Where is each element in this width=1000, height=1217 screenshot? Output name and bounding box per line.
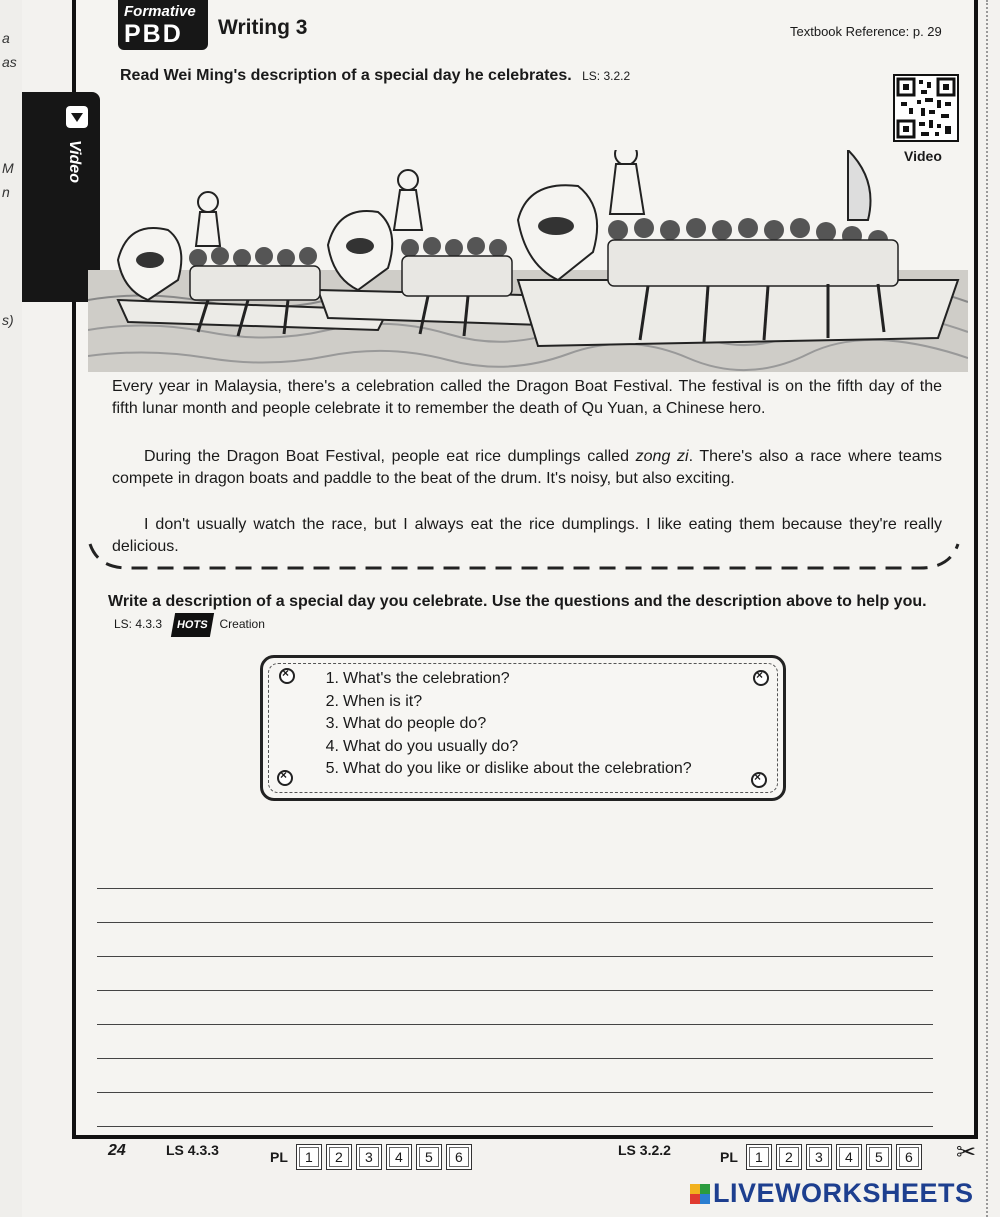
logo-text: LIVEWORKSHEETS xyxy=(713,1178,974,1208)
scissors-icon: ✂ xyxy=(956,1139,977,1166)
guide-question: 5. What do you like or dislike about the celebration? xyxy=(325,760,692,777)
p2-text-after: . There's also a race where teams compete in dragon boats and paddle to the beat of the drum. It's noisy, but also exciting. xyxy=(112,448,943,487)
writing-line[interactable] xyxy=(97,1093,933,1127)
pl-rating-right xyxy=(720,1142,922,1172)
margin-mark: a xyxy=(2,30,10,46)
writing-line[interactable] xyxy=(97,991,933,1025)
screw-icon xyxy=(277,770,293,786)
writing-line[interactable] xyxy=(97,1025,933,1059)
badge-bottom-text: PBD xyxy=(124,20,183,48)
pl-level-box[interactable]: 3 xyxy=(356,1144,382,1170)
page-number: 24 xyxy=(108,1142,126,1159)
p2-italic-term: zong zi xyxy=(635,448,689,465)
hots-type: Creation xyxy=(219,617,265,631)
margin-mark: s) xyxy=(2,312,14,328)
video-tab-label: Video xyxy=(66,140,83,183)
writing-line[interactable] xyxy=(97,923,933,957)
pl-label: PL xyxy=(270,1149,288,1165)
writing-line[interactable] xyxy=(97,855,933,889)
pl-level-box[interactable]: 1 xyxy=(746,1144,772,1170)
pl-level-box[interactable]: 5 xyxy=(866,1144,892,1170)
reading-ls-code: LS: 3.2.2 xyxy=(582,69,631,83)
p2-text-before: During the Dragon Boat Festival, people eat rice dumplings called xyxy=(144,448,636,465)
writing-line[interactable] xyxy=(97,957,933,991)
screw-icon xyxy=(751,772,767,788)
hots-badge: HOTS xyxy=(170,613,213,637)
page-left-edge xyxy=(0,0,23,1217)
pl-level-box[interactable]: 1 xyxy=(296,1144,322,1170)
writing-ls-code: LS: 4.3.3 xyxy=(114,617,163,631)
writing-lines[interactable] xyxy=(97,855,933,1127)
pl-level-box[interactable]: 4 xyxy=(836,1144,862,1170)
screw-icon xyxy=(279,668,295,684)
pl-level-box[interactable]: 6 xyxy=(446,1144,472,1170)
pl-label: PL xyxy=(720,1149,738,1165)
guide-question: 1. What's the celebration? xyxy=(325,670,510,687)
qr-video-label: Video xyxy=(904,148,942,164)
passage-paragraph-1: Every year in Malaysia, there's a celebration called the Dragon Boat Festival. The festival is on the fifth day of the fifth lunar month and people celebrate it to remember the death of Qu Yuan, a Chinese hero. xyxy=(112,378,942,417)
footer-ls-right: LS 3.2.2 xyxy=(618,1142,671,1158)
dashed-separator xyxy=(88,540,960,580)
reading-instruction xyxy=(120,67,630,85)
footer-ls-left: LS 4.3.3 xyxy=(166,1142,219,1158)
qr-code-icon[interactable] xyxy=(893,74,959,142)
writing-instruction xyxy=(108,591,946,637)
writing-line[interactable] xyxy=(97,889,933,923)
pl-level-box[interactable]: 6 xyxy=(896,1144,922,1170)
writing-instruction-text: Write a description of a special day you celebrate. Use the questions and the description above to help you. xyxy=(108,593,927,610)
textbook-reference: Textbook Reference: p. 29 xyxy=(790,24,942,39)
formative-pbd-badge xyxy=(118,0,208,50)
margin-mark: as xyxy=(2,54,17,70)
pl-level-box[interactable]: 5 xyxy=(416,1144,442,1170)
passage-paragraph-3: I don't usually watch the race, but I always eat the rice dumplings. I like eating them because they're really delicious. xyxy=(112,516,942,555)
liveworksheets-logo xyxy=(690,1178,974,1209)
badge-top-text: Formative xyxy=(124,3,196,20)
guide-questions-list xyxy=(315,670,692,783)
guide-question: 3. What do people do? xyxy=(325,715,487,732)
dragon-boat-illustration xyxy=(88,150,968,372)
margin-mark: M xyxy=(2,160,14,176)
guide-question: 2. When is it? xyxy=(325,692,423,710)
writing-line[interactable] xyxy=(97,1059,933,1093)
pl-rating-left xyxy=(270,1142,472,1172)
pl-level-box[interactable]: 3 xyxy=(806,1144,832,1170)
cut-line xyxy=(986,0,988,1217)
screw-icon xyxy=(753,670,769,686)
pl-level-box[interactable]: 4 xyxy=(386,1144,412,1170)
pl-level-box[interactable]: 2 xyxy=(326,1144,352,1170)
pl-level-box[interactable]: 2 xyxy=(776,1144,802,1170)
reading-instruction-text: Read Wei Ming's description of a special day he celebrates. xyxy=(120,67,572,84)
page-title: Writing 3 xyxy=(218,16,308,39)
logo-mark-icon xyxy=(690,1184,710,1204)
guide-question: 4. What do you usually do? xyxy=(325,737,519,755)
play-icon xyxy=(66,106,88,128)
passage-paragraph-2 xyxy=(112,446,942,490)
margin-mark: n xyxy=(2,184,10,200)
guide-questions-box xyxy=(260,655,786,801)
